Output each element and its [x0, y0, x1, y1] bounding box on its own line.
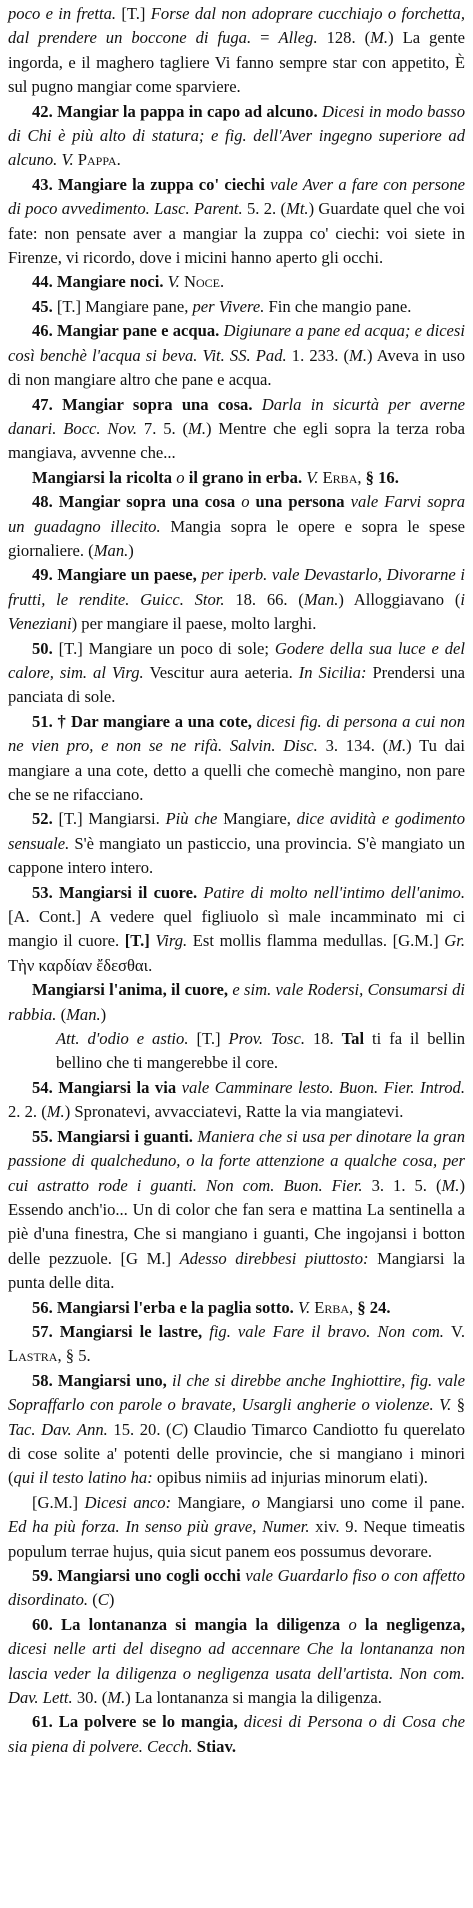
- entry-text: [T.] Mangiare un poco di sole;: [58, 638, 275, 658]
- entry-text: ) Claudio Timarco Candiotto fu querelato di cose solite a' potenti delle provincie, che si mangiano i minori (: [8, 1419, 465, 1488]
- entry-number: 59.: [32, 1566, 58, 1585]
- entry-gloss: M.: [46, 1102, 65, 1122]
- entry-gloss: M.: [349, 345, 368, 365]
- entry-gloss: M.: [107, 1688, 126, 1708]
- entry-text: 5. 2. (: [246, 199, 286, 219]
- entry-number: 52.: [32, 809, 59, 829]
- entry-gloss: Forse dal non adoprare cucchiajo o forchetta, dal prendere un boccone di fuga.: [8, 4, 465, 48]
- entry-text: ): [100, 1004, 107, 1024]
- dictionary-entry: [8, 270, 465, 294]
- entry-text: 128. (: [326, 28, 371, 48]
- entry-text: §: [456, 1395, 465, 1415]
- entry-headword: Stiav.: [196, 1736, 236, 1756]
- dictionary-entry: [8, 1076, 465, 1125]
- entry-headword: Mangiare noci.: [56, 272, 168, 292]
- dictionary-entry: [8, 881, 465, 979]
- entry-text: ) Aveva in uso di non mangiare altro che pane e acqua.: [8, 345, 466, 390]
- entry-headword: Mangiar sopra una cosa.: [62, 394, 262, 414]
- dictionary-entry: [8, 1710, 465, 1759]
- entry-headword: Mangiare un paese,: [57, 565, 202, 585]
- entry-text: ): [128, 540, 134, 560]
- entry-text: 18.: [312, 1029, 342, 1049]
- entry-gloss: il che si direbbe anche Inghiottire, fig. vale Sopraffarlo con parole o bravate, Usargli angherie o violenze. V.: [8, 1370, 466, 1415]
- entry-gloss: Darla in sicurtà per averne danari. Bocc. Nov.: [8, 394, 466, 438]
- entry-gloss: V.: [167, 272, 184, 292]
- entry-gloss: Patire di molto nell'intimo dell'animo.: [203, 882, 465, 902]
- dictionary-entry: [8, 710, 465, 808]
- dictionary-entry: [8, 807, 465, 880]
- entry-gloss: M.: [388, 736, 407, 756]
- entry-gloss: dicesi fig. di persona a cui non ne vien pro, e non se ne rifà. Salvin. Disc.: [8, 711, 465, 756]
- entry-gloss: dice avidità e godimento sensuale.: [8, 809, 465, 853]
- entry-text: Est mollis flamma medullas. [G.M.]: [192, 931, 445, 951]
- entry-gloss: Man.: [93, 540, 129, 560]
- entry-number: 50.: [32, 638, 59, 658]
- entry-gloss: Virg.: [155, 931, 193, 951]
- entry-headword: Mangiarsi la via: [58, 1077, 182, 1097]
- dictionary-entry: [8, 173, 465, 271]
- entry-gloss: Maniera che si usa per dinotare la gran passione di qualcheduno, o la forte attenzione a qualche cosa, per cui astratto rode i guanti. Non com. Buon. Fier.: [8, 1126, 465, 1195]
- entry-headword: Mangiarsi uno cogli occhi: [57, 1566, 246, 1585]
- entry-number: 54.: [32, 1077, 59, 1097]
- entry-gloss: o: [176, 467, 189, 487]
- entry-text: § 5.: [65, 1346, 91, 1366]
- dictionary-entry: [8, 1564, 465, 1613]
- entry-headword: Mangiarsi le lastre,: [59, 1321, 210, 1341]
- entry-text: ) per mangiare il paese, molto larghi.: [71, 614, 317, 634]
- dictionary-entry: [8, 563, 465, 636]
- entry-text: S'è mangiato un pasticcio, una provincia. S'è mangiato un cappone intero intero.: [8, 833, 465, 878]
- entry-gloss: Dicesi anco:: [84, 1492, 178, 1512]
- dictionary-entry: [8, 295, 465, 319]
- entry-text: 7. 5. (: [143, 418, 189, 438]
- entry-gloss: Ed ha più forza. In senso più grave, Numer.: [8, 1517, 316, 1537]
- dictionary-entry: [8, 2, 465, 100]
- dictionary-entry: [8, 490, 465, 563]
- entry-number: 43.: [32, 174, 58, 194]
- entry-number: 49.: [32, 565, 58, 585]
- entry-headword: Mangiarsi uno,: [57, 1370, 172, 1390]
- entry-text: [T.]: [121, 4, 151, 23]
- dictionary-entry: [8, 1296, 465, 1320]
- entry-gloss: per Vivere.: [192, 296, 269, 316]
- dictionary-entry: [8, 393, 465, 466]
- entry-text: =: [260, 28, 279, 48]
- entry-text: [T.]: [196, 1029, 229, 1049]
- entry-text: 2. 2. (: [8, 1102, 47, 1122]
- entry-number: 44.: [32, 272, 57, 292]
- entry-gloss: Man.: [303, 589, 339, 609]
- entry-headword: Mangiar sopra una cosa: [58, 492, 242, 512]
- dictionary-entry: [8, 100, 465, 173]
- entry-text: ti fa il bellin bellino che ti mangerebbe il core.: [56, 1029, 466, 1073]
- dictionary-entry: [8, 637, 465, 710]
- dictionary-entry: [8, 1320, 465, 1369]
- entry-text: Prendersi una panciata di sole.: [8, 662, 466, 707]
- entry-gloss: o: [241, 492, 256, 512]
- entry-text: 3. 1. 5. (: [371, 1175, 442, 1195]
- entry-text: ) Essendo anch'io... Un di color che fan sera e mattina La sentinella a piè d'una finestra, Che si mangiano i guanti, Che ingojansi i botton delle pezzuole. [G M.]: [8, 1175, 465, 1268]
- entry-number: 47.: [32, 394, 63, 414]
- entry-gloss: Godere della sua luce e del calore, sim. al Virg.: [8, 638, 466, 682]
- entry-gloss: C: [97, 1590, 109, 1610]
- entry-text: ) Alloggiavano (: [338, 589, 461, 609]
- entry-headword: Mangiar la pappa in capo ad alcuno.: [57, 101, 322, 121]
- entry-number: 42.: [32, 101, 58, 121]
- entry-headword: Mangiarsi i guanti.: [57, 1126, 198, 1146]
- dictionary-entry: [8, 978, 465, 1027]
- entry-headword: la negligenza,: [365, 1614, 465, 1634]
- entry-headword: Mangiarsi l'erba e la paglia sotto.: [56, 1297, 298, 1317]
- entry-headword: Mangiarsi la ricolta: [32, 467, 177, 487]
- entry-gloss: vale Farvi sopra un guadagno illecito.: [8, 492, 466, 536]
- entry-text: Mangiare,: [223, 809, 297, 829]
- entry-number: 58.: [32, 1370, 58, 1390]
- entry-headword: Mangiar pane e acqua.: [57, 321, 224, 341]
- entry-text: V.: [451, 1321, 465, 1341]
- entry-number: 61.: [32, 1712, 59, 1732]
- entry-gloss: o: [251, 1492, 267, 1512]
- entry-gloss: qui il testo latino ha:: [13, 1468, 157, 1488]
- entry-headword: Mangiarsi il cuore.: [59, 882, 204, 902]
- dictionary-entry: [8, 319, 465, 392]
- entry-number: § 16.: [365, 467, 399, 487]
- entry-gloss: Mt.: [286, 199, 309, 219]
- entry-gloss: In Sicilia:: [298, 662, 373, 682]
- entry-number: 53.: [32, 882, 60, 902]
- entry-number: 46.: [32, 321, 57, 341]
- entry-gloss: vale Guardarlo fiso o con affetto disordinato.: [8, 1566, 466, 1610]
- entry-number: 57.: [32, 1321, 60, 1341]
- entry-text: [A. Cont.] A vedere quel figliuolo sì male incamminato mi ci mangio il cuore.: [8, 907, 465, 951]
- entry-gloss: per iperb. vale Devastarlo, Divorarne i frutti, le rendite. Guicc. Stor.: [8, 565, 465, 609]
- entry-gloss: M.: [441, 1175, 460, 1195]
- entry-gloss: Più che: [165, 809, 224, 829]
- entry-text: Τὴν καρδίαν ἔδεσθαι.: [8, 955, 153, 975]
- dictionary-entry: [8, 1027, 465, 1076]
- entry-text: (: [92, 1590, 98, 1610]
- entry-cross-reference: Erba,: [314, 1297, 358, 1317]
- entry-text: 1. 233. (: [291, 345, 350, 365]
- entry-gloss: V.: [297, 1297, 315, 1317]
- entry-text: Mangiare,: [177, 1492, 252, 1512]
- entry-text: ) Guardate quel che voi fate: non pensate aver a mangiar la zuppa co' ciechi: voi siete in Firenze, vi ricordo, dove i micini hanno aperto gli occhi.: [8, 199, 465, 268]
- entry-gloss: Man.: [66, 1004, 101, 1024]
- entry-text: (: [60, 1004, 67, 1024]
- entry-gloss: M.: [188, 418, 207, 438]
- entry-gloss: V.: [306, 467, 323, 487]
- entry-cross-reference: Noce.: [183, 272, 225, 292]
- entry-headword: La lontananza si mangia la diligenza: [61, 1614, 349, 1634]
- entry-number: 51. †: [32, 711, 71, 731]
- entry-text: ) La gente ingorda, e il maghero tagliere Vi fanno sempre star con appetito, È sul pugno mangiar come sparviere.: [8, 28, 465, 97]
- entry-text: 30. (: [76, 1688, 108, 1708]
- entry-number: 56.: [32, 1297, 57, 1317]
- dictionary-entry: [8, 1613, 465, 1711]
- entry-gloss: C: [171, 1419, 183, 1439]
- entry-text: ): [108, 1590, 115, 1610]
- entry-text: Mangiarsi uno come il pane.: [266, 1492, 465, 1512]
- entry-text: [T.] Mangiarsi.: [58, 809, 166, 829]
- entry-text: Vescitur aura aeteria.: [149, 662, 299, 682]
- entry-number: 60.: [32, 1614, 62, 1634]
- entry-text: 15. 20. (: [113, 1419, 172, 1439]
- entry-gloss: dicesi nelle arti del disegno ad accennare Che la lontananza non lascia veder la diligenza o negligenza usata dell'artista. Non com. Dav. Lett.: [8, 1639, 465, 1708]
- entry-number: 45.: [32, 296, 57, 316]
- entry-gloss: dicesi di Persona o di Cosa che sia piena di polvere. Cecch.: [8, 1712, 466, 1756]
- entry-gloss: fig. vale Fare il bravo. Non com.: [209, 1321, 451, 1341]
- entry-number: 48.: [32, 492, 59, 512]
- entry-number: § 24.: [357, 1297, 391, 1317]
- entry-headword: il grano in erba.: [188, 467, 307, 487]
- entry-text: [G.M.]: [32, 1492, 85, 1512]
- entry-gloss: e sim. vale Rodersi, Consumarsi di rabbia.: [8, 980, 466, 1024]
- entry-headword: La polvere se lo mangia,: [58, 1712, 244, 1732]
- entry-cross-reference: Pappa.: [77, 150, 121, 170]
- entry-gloss: Adesso direbbesi piuttosto:: [179, 1248, 378, 1268]
- entry-text: ) Mentre che egli sopra la terza roba mangiava, avvenne che...: [8, 418, 465, 463]
- entry-gloss: Alleg.: [278, 28, 327, 48]
- entry-gloss: M.: [370, 28, 389, 48]
- entry-number: 55.: [32, 1126, 58, 1146]
- entry-headword: [T.]: [124, 931, 156, 951]
- entry-text: ) La lontananza si mangia la diligenza.: [125, 1688, 382, 1708]
- entry-gloss: o: [348, 1614, 366, 1634]
- entry-gloss: Prov. Tosc.: [228, 1029, 313, 1049]
- entry-gloss: i Veneziani: [8, 589, 465, 634]
- entry-headword: una persona: [255, 492, 351, 512]
- entry-headword: Mangiarsi l'anima, il cuore,: [32, 980, 233, 1000]
- entry-gloss: Att. d'odio e astio.: [56, 1029, 197, 1049]
- dictionary-entry: [8, 466, 465, 490]
- entry-text: ) Tu dai mangiare a una cote, detto a quelli che comechè mangino, non pare che se ne rifacciano.: [8, 736, 466, 804]
- entry-text: Mangia sopra le opere e sopra le spese giornaliere. (: [8, 516, 465, 560]
- entry-gloss: Digiunare a pane ed acqua; e dicesi così benchè l'acqua si beva. Vit. SS. Pad.: [8, 321, 465, 365]
- entry-gloss: Gr.: [444, 931, 466, 951]
- entry-text: 18. 66. (: [235, 589, 304, 609]
- entry-text: 3. 134. (: [325, 736, 389, 756]
- dictionary-entries: [8, 2, 465, 1759]
- entry-headword: Dar mangiare a una cote,: [71, 711, 257, 731]
- entry-cross-reference: Lastra,: [8, 1346, 66, 1366]
- entry-headword: Mangiare la zuppa co' ciechi: [58, 174, 271, 194]
- entry-text: ) Spronatevi, avvacciatevi, Ratte la via mangiatevi.: [64, 1102, 404, 1122]
- entry-gloss: Dicesi in modo basso di Chi è più alto di statura; e fig. dell'Aver ingegno superiore ad alcuno. V.: [8, 101, 465, 170]
- entry-gloss: vale Aver a fare con persone di poco avvedimento. Lasc. Parent.: [8, 174, 466, 219]
- entry-gloss: vale Camminare lesto. Buon. Fier. Introd.: [181, 1077, 466, 1097]
- entry-text: opibus nimiis ad injurias minorum elati).: [156, 1468, 428, 1488]
- entry-headword: Tal: [341, 1029, 373, 1049]
- dictionary-entry: [8, 1369, 465, 1491]
- entry-text: [T.] Mangiare pane,: [56, 296, 193, 316]
- entry-cross-reference: Erba,: [322, 467, 366, 487]
- entry-gloss: poco e in fretta.: [8, 4, 122, 23]
- entry-text: xiv. 9. Neque timeatis populum terrae hujus, quia sicut panem eos possumus devorare.: [8, 1517, 465, 1561]
- entry-text: Mangiarsi la punta delle dita.: [8, 1248, 465, 1293]
- entry-gloss: Tac. Dav. Ann.: [8, 1419, 114, 1439]
- entry-text: Fin che mangio pane.: [268, 296, 412, 316]
- dictionary-entry: [8, 1491, 465, 1564]
- dictionary-entry: [8, 1125, 465, 1296]
